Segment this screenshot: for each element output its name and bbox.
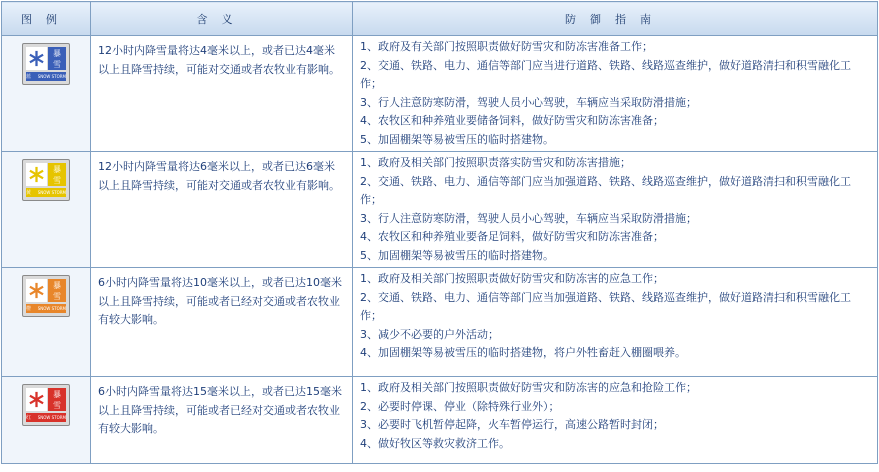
guide-item: 5、加固棚架等易被雪压的临时搭建物。 — [360, 248, 554, 262]
badge-label: SNOW STORM — [37, 415, 66, 420]
badge-zh-bottom: 雪 — [53, 59, 61, 69]
guide-item: 3、必要时飞机暂停起降，火车暂停运行，高速公路暂时封闭； — [360, 418, 664, 431]
guide-item: 1、政府及相关部门按照职责做好防雪灾和防冻害的应急工作； — [360, 272, 664, 285]
badge-label: SNOW STORM — [37, 190, 66, 195]
table-row — [2, 152, 878, 268]
header-meaning: 含义 — [91, 2, 353, 36]
snowflake-icon — [27, 49, 46, 68]
guide-item: 3、减少不必要的户外活动； — [360, 327, 499, 341]
guide-item: 5、加固棚架等易被雪压的临时搭建物。 — [360, 132, 554, 146]
badge-zh-top: 暴 — [53, 164, 61, 174]
badge-label: SNOW STORM — [37, 74, 66, 79]
snowflake-icon — [27, 390, 46, 409]
meaning-cell: 12小时内降雪量将达4毫米以上，或者已达4毫米以上且降雪持续，可能对交通或者农牧业有影响。 — [91, 36, 353, 152]
guide-item: 2、交通、铁路、电力、通信等部门应当加强道路、铁路、线路巡查维护，做好道路清扫和积雪融化工作； — [360, 174, 851, 206]
guide-cell — [353, 152, 878, 268]
blizzard-blue-signal-icon — [22, 43, 70, 85]
badge-level-char: 橙 — [26, 306, 32, 312]
badge-zh-top: 暴 — [53, 48, 61, 58]
blizzard-yellow-signal-icon — [22, 159, 70, 201]
snowflake-icon — [27, 165, 46, 184]
guide-item: 1、政府及有关部门按照职责做好防雪灾和防冻害准备工作； — [360, 40, 653, 53]
badge-zh-bottom: 雪 — [53, 291, 61, 301]
badge-zh-bottom: 雪 — [53, 175, 61, 185]
blizzard-warning-table — [1, 1, 878, 464]
header-guide: 防御指南 — [353, 2, 878, 36]
badge-zh-bottom: 雪 — [53, 400, 61, 410]
badge-level-char: 红 — [26, 415, 32, 421]
icon-cell — [2, 152, 91, 268]
meaning-cell: 12小时内降雪量将达6毫米以上，或者已达6毫米以上且降雪持续，可能对交通或者农牧业有影响。 — [91, 152, 353, 268]
table-header-row — [2, 2, 878, 36]
guide-item: 1、政府及相关部门按照职责落实防雪灾和防冻害措施； — [360, 156, 631, 169]
guide-item: 3、行人注意防寒防滑，驾驶人员小心驾驶，车辆应当采取防滑措施； — [360, 211, 697, 225]
guide-item: 2、必要时停课、停业（除特殊行业外）； — [360, 399, 560, 413]
guide-item: 2、交通、铁路、电力、通信等部门应当进行道路、铁路、线路巡查维护，做好道路清扫和积雪融化工作； — [360, 58, 851, 90]
guide-item: 4、农牧区和种养殖业要储备饲料，做好防雪灾和防冻害准备； — [360, 114, 664, 127]
guide-item: 2、交通、铁路、电力、通信等部门应当加强道路、铁路、线路巡查维护，做好道路清扫和积雪融化工作； — [360, 290, 851, 322]
table-row — [2, 36, 878, 152]
meaning-cell: 6小时内降雪量将达10毫米以上，或者已达10毫米以上且降雪持续，可能或者已经对交通或者农牧业有较大影响。 — [91, 268, 353, 377]
guide-cell — [353, 268, 878, 377]
guide-cell — [353, 377, 878, 464]
badge-zh-top: 暴 — [53, 280, 61, 290]
blizzard-red-signal-icon — [22, 384, 70, 426]
guide-cell — [353, 36, 878, 152]
guide-item: 3、行人注意防寒防滑，驾驶人员小心驾驶，车辆应当采取防滑措施； — [360, 95, 697, 109]
icon-cell — [2, 36, 91, 152]
badge-level-char: 黄 — [26, 190, 32, 196]
badge-level-char: 蓝 — [26, 74, 32, 80]
guide-item: 4、加固棚架等易被雪压的临时搭建物，将户外牲畜赶入棚圈喂养。 — [360, 346, 686, 359]
table-row — [2, 377, 878, 464]
icon-cell — [2, 268, 91, 377]
icon-cell — [2, 377, 91, 464]
blizzard-orange-signal-icon — [22, 275, 70, 317]
meaning-cell: 6小时内降雪量将达15毫米以上，或者已达15毫米以上且降雪持续，可能或者已经对交通或者农牧业有较大影响。 — [91, 377, 353, 464]
guide-item: 4、农牧区和种养殖业要备足饲料，做好防雪灾和防冻害准备； — [360, 230, 664, 243]
badge-zh-top: 暴 — [53, 389, 61, 399]
snowflake-icon — [27, 281, 46, 300]
guide-item: 4、做好牧区等救灾救济工作。 — [360, 436, 510, 450]
header-icon: 图例 — [2, 2, 91, 36]
badge-label: SNOW STORM — [37, 306, 66, 311]
guide-item: 1、政府及相关部门按照职责做好防雪灾和防冻害的应急和抢险工作； — [360, 381, 697, 394]
table-row — [2, 268, 878, 377]
